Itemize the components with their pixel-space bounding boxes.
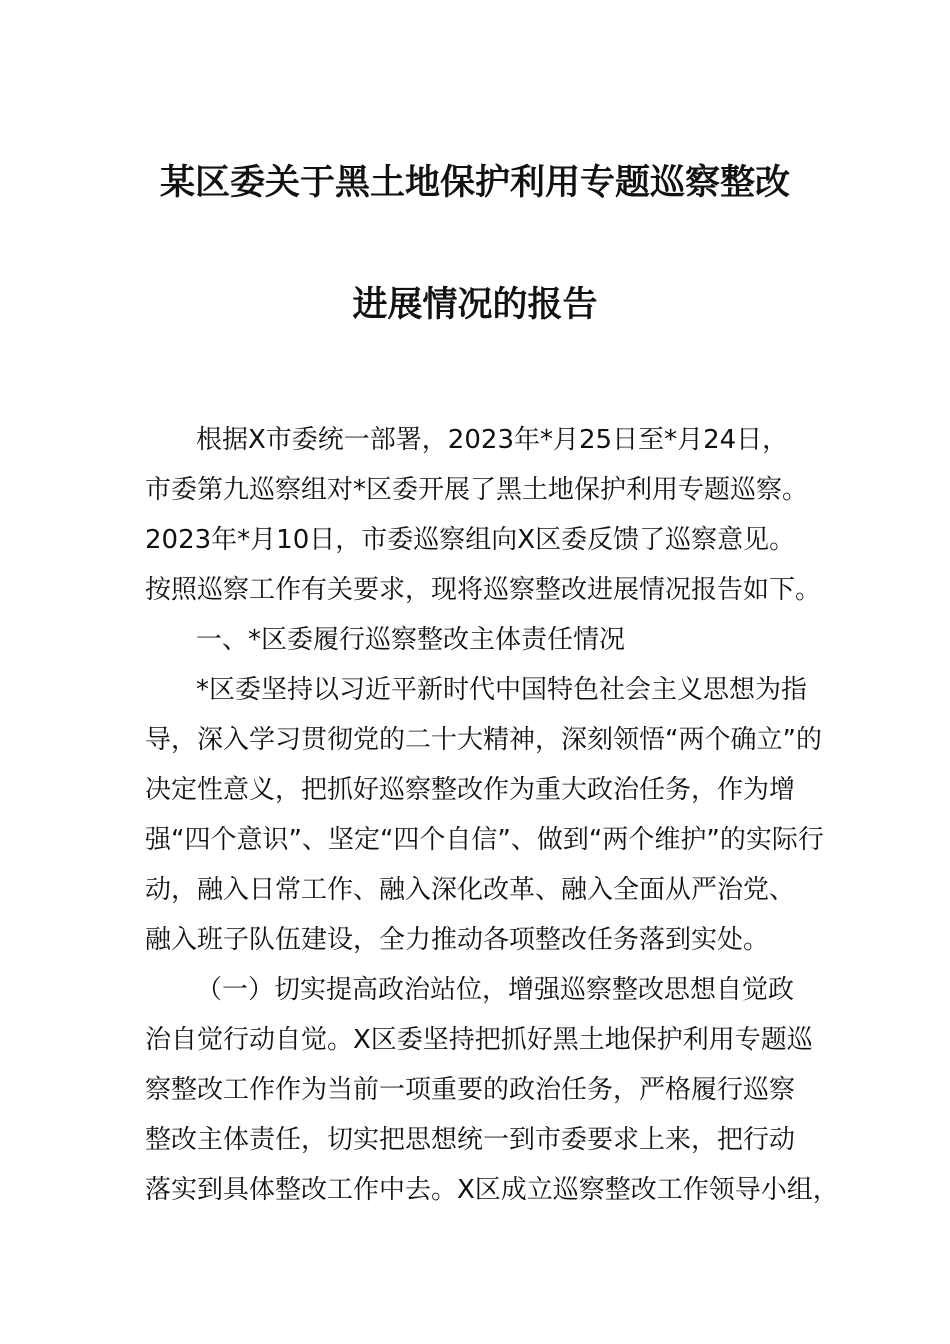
subsection-heading: （一）切实提高政治站位，增强巡察整改思想自觉政 [196, 975, 795, 1005]
body-line: 治自觉行动自觉。X区委坚持把抓好黑土地保护利用专题巡 [145, 1025, 813, 1055]
body-line: 导，深入学习贯彻党的二十大精神，深刻领悟“两个确立”的 [145, 725, 822, 755]
body-line: 2023年*月10日，市委巡察组向X区委反馈了巡察意见。 [145, 525, 796, 555]
body-line: 落实到具体整改工作中去。X区成立巡察整改工作领导小组， [145, 1175, 839, 1205]
body-line: 动，融入日常工作、融入深化改革、融入全面从严治党、 [145, 875, 796, 905]
document-title-line-1: 某区委关于黑土地保护利用专题巡察整改 [159, 163, 790, 203]
body-line: 根据X市委统一部署，2023年*月25日至*月24日， [196, 425, 789, 455]
body-line: 决定性意义，把抓好巡察整改作为重大政治任务，作为增 [145, 775, 796, 805]
document-title-line-2: 进展情况的报告 [352, 285, 598, 325]
section-heading: 一、*区委履行巡察整改主体责任情况 [196, 625, 626, 655]
body-line: 市委第九巡察组对*区委开展了黑土地保护利用专题巡察。 [145, 475, 809, 505]
body-line: 察整改工作作为当前一项重要的政治任务，严格履行巡察 [145, 1075, 796, 1105]
body-line: *区委坚持以习近平新时代中国特色社会主义思想为指 [196, 675, 808, 705]
body-line: 整改主体责任，切实把思想统一到市委要求上来，把行动 [145, 1125, 796, 1155]
body-line: 按照巡察工作有关要求，现将巡察整改进展情况报告如下。 [145, 575, 822, 605]
body-line: 强“四个意识”、坚定“四个自信”、做到“两个维护”的实际行 [145, 825, 824, 855]
body-line: 融入班子队伍建设，全力推动各项整改任务落到实处。 [145, 925, 770, 955]
